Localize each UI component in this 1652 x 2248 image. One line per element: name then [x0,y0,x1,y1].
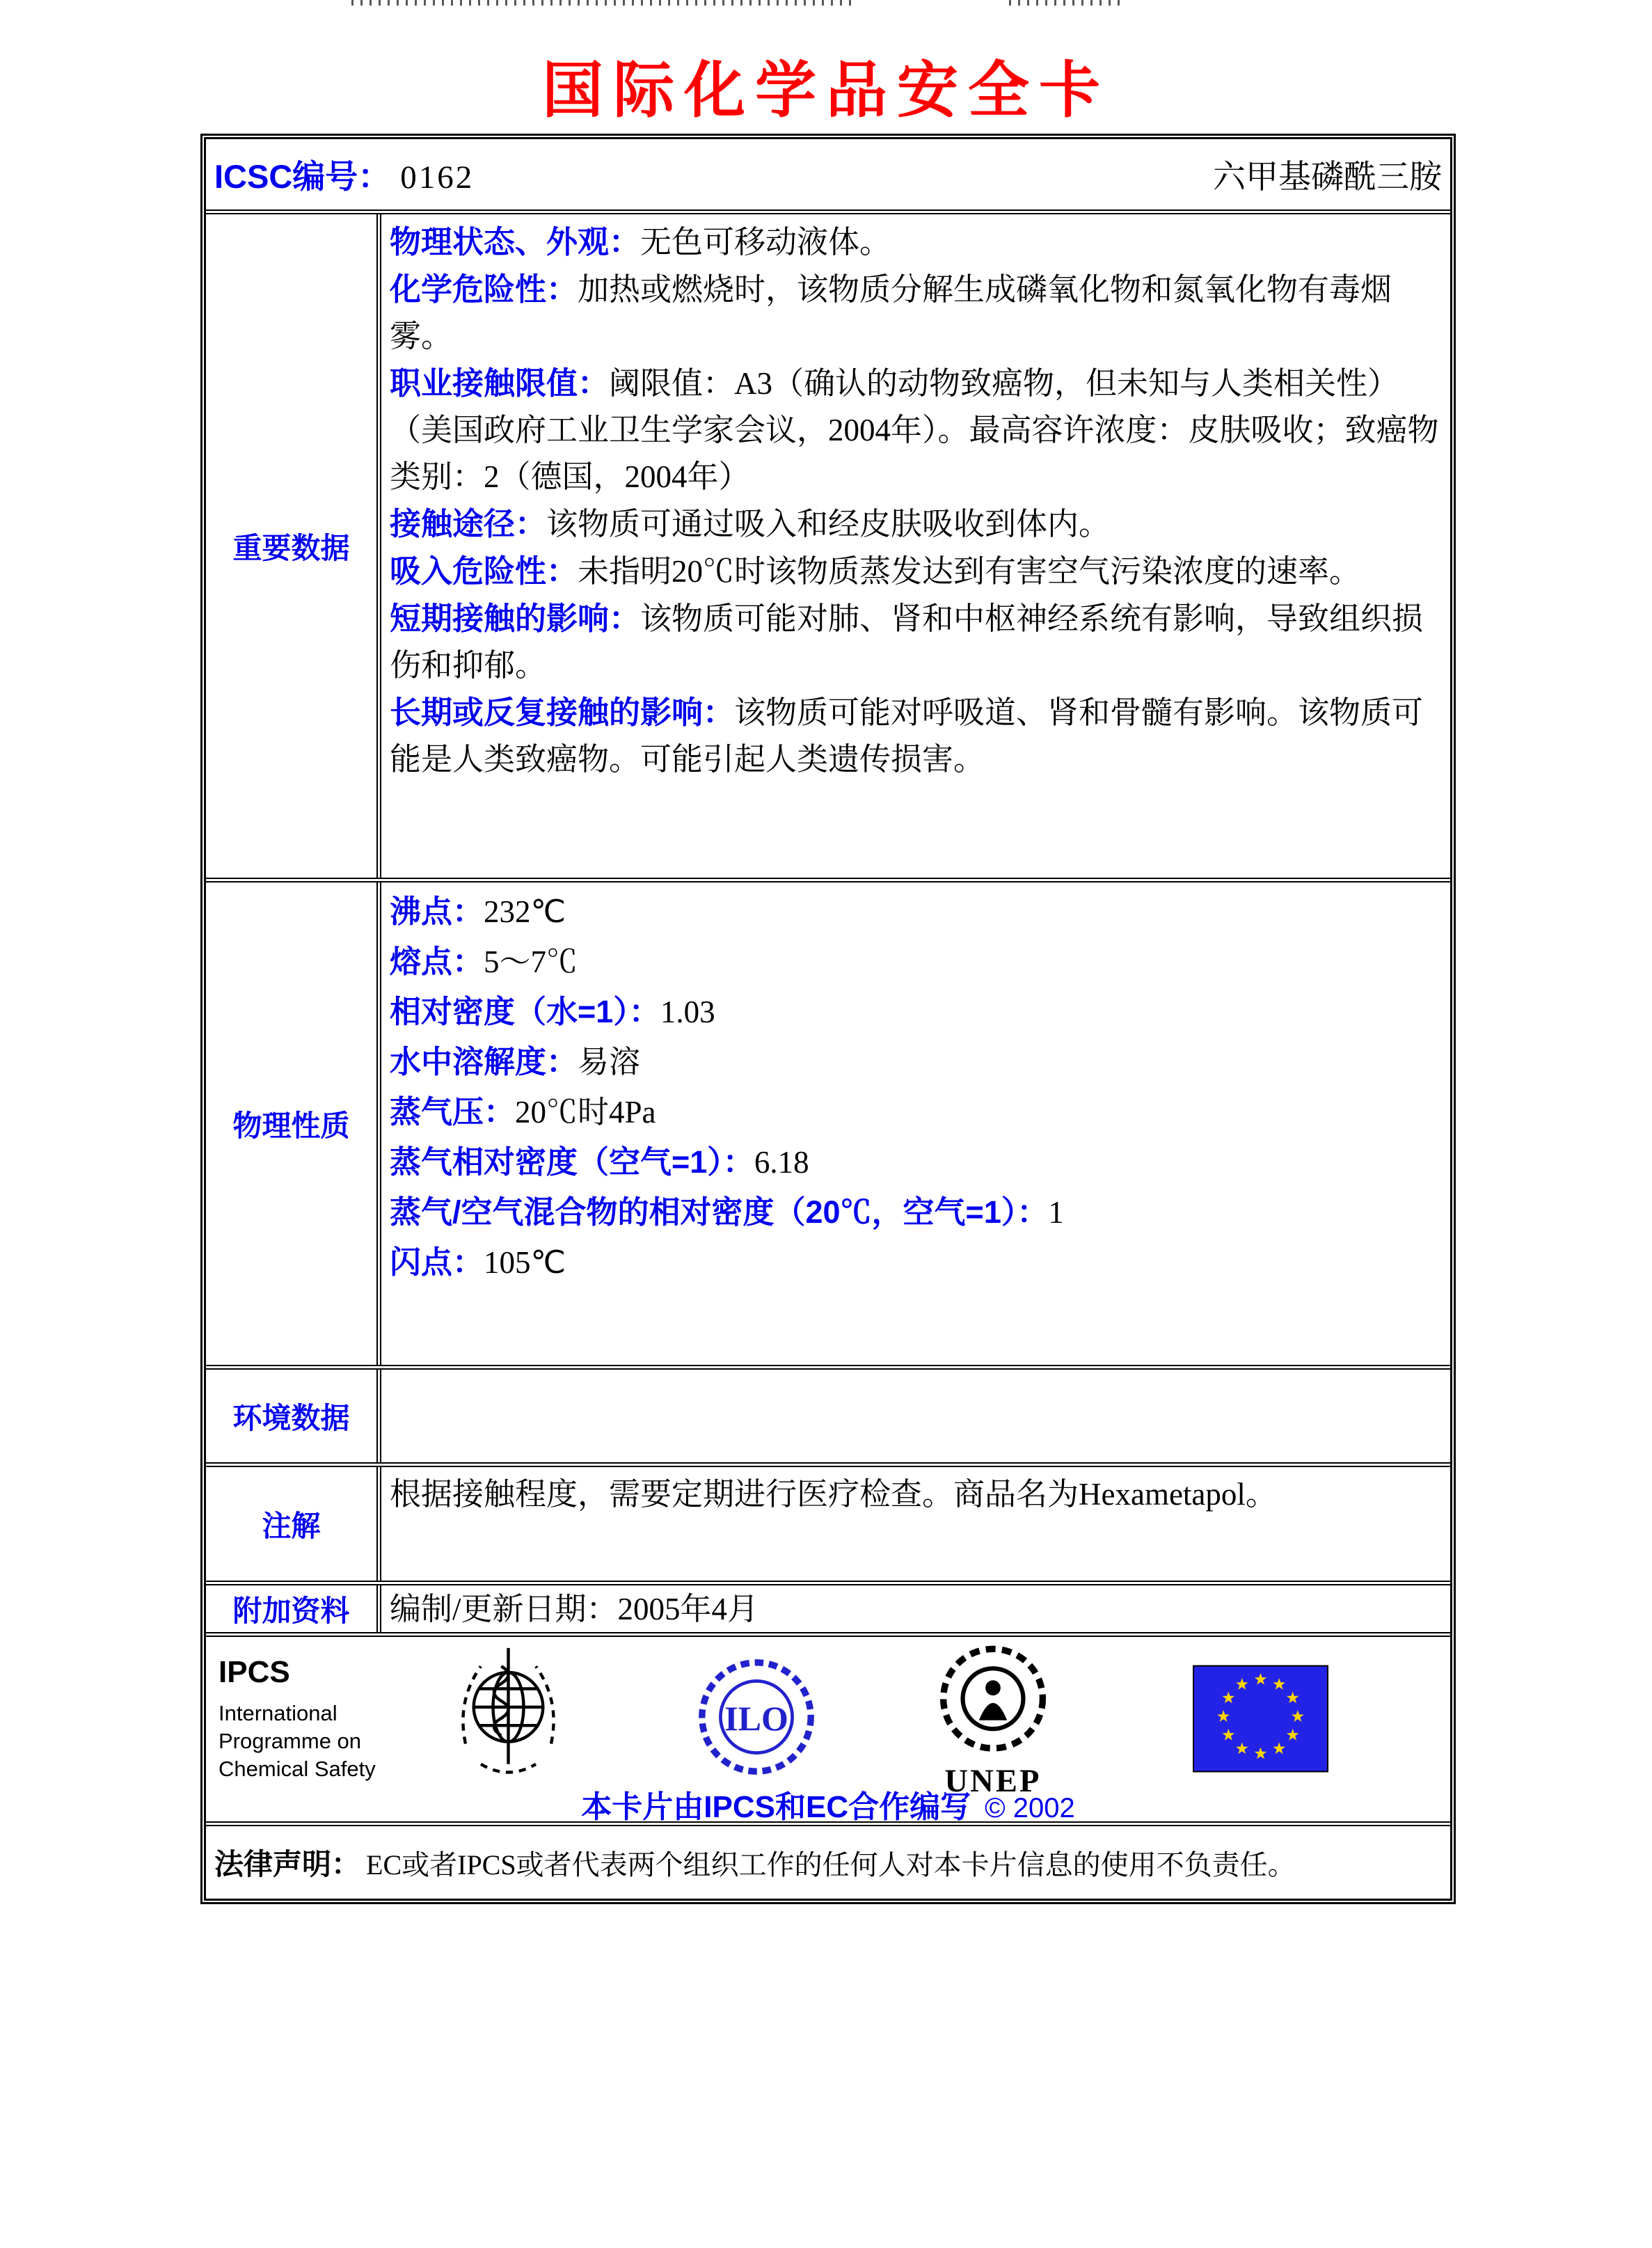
property-value: 5～7℃ [484,944,578,979]
property-label: 熔点： [390,944,484,979]
property-line [390,1237,1442,1288]
section-physical-properties [206,882,1450,1370]
property-value: 105℃ [484,1245,566,1280]
page-title: 国际化学品安全卡 [541,54,1110,126]
ipcs-line: Programme on [219,1729,362,1753]
additional-info-text: 编制/更新日期：2005年4月 [390,1591,759,1626]
section-environmental-data [206,1370,1450,1467]
chemical-name: 六甲基磷酰三胺 [1213,159,1442,196]
property-line [390,1087,1442,1137]
section-label-text: 环境数据 [232,1401,350,1434]
property-line [390,1037,1442,1087]
field-value: 未指明20℃时该物质蒸发达到有害空气污染浓度的速率。 [578,554,1361,589]
icsc-number-value: 0162 [400,159,475,196]
section-additional-info [206,1585,1450,1637]
property-line [390,987,1442,1037]
field-label: 长期或反复接触的影响： [390,695,735,730]
section-label-text: 附加资料 [232,1594,350,1627]
footer-logos-row [206,1637,1450,1826]
eu-flag-icon [1193,1665,1328,1773]
unep-logo-text: UNEP [944,1764,1042,1799]
data-line [390,689,1442,783]
credit-text: 本卡片由IPCS和EC合作编写 [581,1790,971,1824]
property-label: 闪点： [390,1244,484,1280]
section-content-physical-properties [381,882,1450,1365]
property-label: 水中溶解度： [390,1044,578,1079]
section-notes [206,1467,1450,1585]
section-label-physical-properties [206,882,381,1365]
property-label: 相对密度（水=1）： [390,994,660,1029]
who-logo-icon [451,1644,566,1787]
field-value: 该物质可通过吸入和经皮肤吸收到体内。 [546,507,1111,541]
field-value: 该物质可能对呼吸道、肾和骨髓有影响。该物质可能是人类致癌物。可能引起人类遗传损害。 [390,695,1424,777]
section-label-text: 重要数据 [232,531,350,564]
legal-row [206,1826,1450,1899]
ilo-logo-text: ILO [724,1698,788,1738]
data-line [390,360,1442,500]
field-label: 化学危险性： [390,271,578,307]
section-label-additional-info [206,1585,381,1632]
section-content-notes [381,1467,1450,1581]
field-value: 无色可移动液体。 [640,225,891,260]
clipped-top-text [1009,0,1120,6]
data-line [390,266,1442,360]
property-label: 蒸气压： [390,1094,516,1130]
notes-line [390,1471,1442,1518]
header-row [206,139,1450,214]
property-label: 蒸气相对密度（空气=1）： [390,1144,754,1180]
property-label: 沸点： [390,894,484,929]
data-line [390,219,1442,266]
field-label: 接触途径： [390,506,547,541]
property-line [390,1187,1442,1237]
data-line [390,548,1442,595]
field-label: 短期接触的影响： [390,601,641,636]
field-label: 物理状态、外观： [390,224,641,260]
property-value: 1.03 [660,995,715,1029]
property-line [390,1137,1442,1187]
property-line [390,937,1442,987]
section-label-environmental-data [206,1370,381,1462]
section-content-important-data [381,214,1450,878]
property-label: 蒸气/空气混合物的相对密度（20℃，空气=1）： [390,1194,1049,1230]
icsc-table [200,134,1456,1904]
section-content-additional-info [381,1585,1450,1632]
property-value: 20℃时4Pa [515,1095,656,1130]
section-label-notes [206,1467,381,1581]
field-value: 该物质可能对肺、肾和中枢神经系统有影响，导致组织损伤和抑郁。 [390,601,1424,683]
data-line [390,595,1442,689]
property-value: 6.18 [754,1145,809,1180]
icsc-number-cell [214,151,474,198]
field-value: 阈限值：A3（确认的动物致癌物，但未知与人类相关性）（美国政府工业卫生学家会议，2004年）。最高容许浓度：皮肤吸收；致癌物类别：2（德国，2004年） [390,366,1439,494]
legal-text: EC或者IPCS或者代表两个组织工作的任何人对本卡片信息的使用不负责任。 [366,1849,1296,1881]
copyright-text: © 2002 [985,1793,1075,1823]
section-content-environmental-data [381,1370,1450,1462]
unep-logo-icon [933,1643,1053,1799]
property-value: 易溶 [578,1045,641,1079]
section-important-data [206,214,1450,882]
ipcs-line: International [219,1701,337,1725]
section-label-important-data [206,214,381,878]
field-label: 职业接触限值： [390,365,610,401]
ilo-logo-icon [697,1651,816,1783]
legal-label: 法律声明： [214,1848,361,1881]
additional-info-line [390,1592,759,1626]
notes-text: 根据接触程度，需要定期进行医疗检查。商品名为Hexametapol。 [390,1477,1277,1512]
icsc-number-label: ICSC编号： [214,158,391,195]
property-line [390,887,1442,937]
property-value: 1 [1048,1195,1064,1230]
credit-line [206,1782,1450,1826]
ipcs-acronym: IPCS [219,1655,290,1689]
field-value: 加热或燃烧时，该物质分解生成磷氧化物和氮氧化物有毒烟雾。 [390,272,1392,354]
ipcs-text-block [219,1655,376,1783]
section-label-text: 物理性质 [232,1109,350,1142]
clipped-top-text [351,0,852,6]
property-value: 232℃ [484,894,566,929]
field-label: 吸入危险性： [390,553,578,589]
section-label-text: 注解 [262,1509,321,1542]
data-line [390,500,1442,548]
ipcs-line: Chemical Safety [219,1757,376,1781]
